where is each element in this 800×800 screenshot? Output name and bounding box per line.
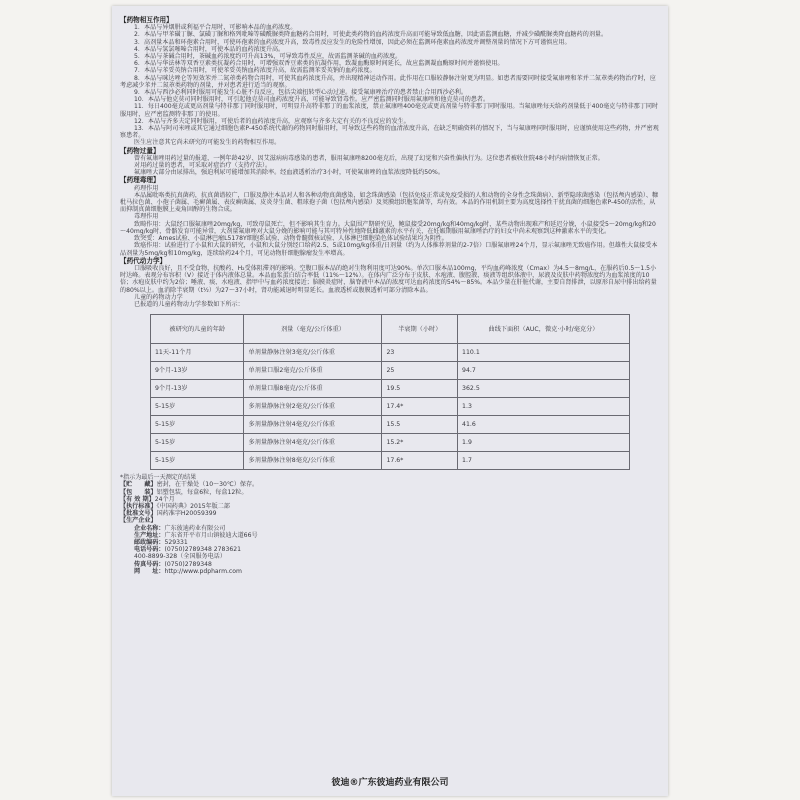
interaction-item: 2．本品与甲苯磺丁脲、氯磺丁脲和格列吡嗪等磺酰脲类降血糖药合用时，可使此类药物的血药浓度升高而可能导致低血糖，因此需监测血糖，并减少磺酰脲类降血糖药的剂量。 — [134, 31, 608, 39]
table-cell: 11天-11个月 — [151, 344, 244, 362]
table-row — [151, 434, 630, 452]
section-title-overdose: 【药物过量】 — [120, 146, 160, 155]
toxicology-paragraph: 本品属吡咯类抗真菌药，抗真菌谱较广，口服及静注本品对人和各种动物真菌感染，如念珠菌感染（包括免疫正常或免疫受损的人和动物的全身性念珠菌病）、新型隐球菌感染（包括颅内感染）、糠秕马拉色菌、小孢子菌属、毛癣菌属、表皮癣菌属、皮炎芽生菌、粗球孢子菌（包括颅内感染）及荚膜组织胞浆菌等，均有效。本品的作用机制主要为高度选择性干扰真菌的细胞色素P-450的活性，从而抑制真菌细胞膜上麦角固醇的生物合成。 — [120, 191, 659, 214]
manufacturer-row-label: 生产地址： — [134, 531, 165, 539]
info-row — [120, 496, 660, 503]
manufacturer-row-value: 529331 — [164, 538, 188, 546]
overdose-paragraph: 对用药过量的患者，可采取对症治疗（支持疗法）。 — [134, 162, 272, 170]
info-row-value: 密封，在干燥处（10～30℃）保存。 — [156, 481, 259, 489]
table-header-dose: 剂量（毫克/公斤体重） — [244, 315, 382, 344]
info-row-label: 【贮 藏】 — [120, 481, 157, 489]
info-row-label: 【有 效 期】 — [120, 495, 155, 503]
table-cell: 5-15岁 — [151, 452, 244, 470]
section-title-pk: 【药代动力学】 — [120, 256, 167, 265]
table-row — [151, 380, 630, 398]
manufacturer-row — [134, 568, 660, 575]
manufacturer-row-label: 邮政编码： — [134, 538, 165, 546]
table-cell: 15.2* — [382, 434, 458, 452]
table-cell: 1.7 — [458, 452, 630, 470]
table-cell: 9个月-13岁 — [151, 380, 244, 398]
product-info-section — [120, 481, 660, 524]
manufacturer-row-value: 广东省开平市月山镇彼迪大道66号 — [164, 531, 258, 539]
interaction-item: 10．本品与他克莫司同时服用时，可引起他克莫司血药浓度升高，可能导致肾毒性。应严密监测同时服用氟康唑和他克莫司的患者。 — [134, 96, 490, 104]
table-cell: 110.1 — [458, 344, 630, 362]
toxicology-paragraph: 药理作用 — [134, 184, 159, 192]
interactions-section — [120, 17, 660, 147]
table-cell: 多剂量静脉注射8毫克/公斤体重 — [244, 452, 382, 470]
manufacturer-row-value: 广东彼迪药业有限公司 — [164, 524, 226, 532]
table-cell: 19.5 — [382, 380, 458, 398]
table-cell: 5-15岁 — [151, 416, 244, 434]
table-row — [151, 416, 630, 434]
section-title-interactions: 【药物相互作用】 — [120, 16, 173, 24]
interaction-item: 3．高剂量本品和环孢素合用时，可使环孢素的血药浓度升高，致毒性反应发生的危险性增加，因此必须在监测环孢素血药浓度并调整剂量的情况下方可谨慎应用。 — [134, 38, 571, 46]
interaction-item: 9．本品与西沙必利同时服用可能发生心脏不良反应，包括尖端扭转型心动过速。接受氟康唑治疗的患者禁止合用西沙必利。 — [134, 89, 467, 97]
table-cell: 单剂量口服8毫克/公斤体重 — [244, 380, 382, 398]
interaction-item: 7．本品与苯妥英钠合用时，可使苯妥英钠血药浓度升高，故需监测苯妥英钠的血药浓度。 — [134, 67, 376, 75]
overdose-paragraph: 氟康唑大部分由尿排出，强迫利尿可能增加其消除率。经血液透析治疗3小时，可使氟康唑的血浆浓度降低约50%。 — [134, 169, 444, 177]
pk-section — [120, 258, 660, 482]
info-row-label: 【包 装】 — [120, 488, 157, 496]
interaction-item: 5．本品与茶碱合用时，茶碱血药浓度约可升高13%，可导致毒性反应，故需监测茶碱的血药浓度。 — [134, 53, 402, 61]
section-title-toxicology: 【药理毒理】 — [120, 176, 160, 185]
manufacturer-row-value: http://www.pdpharm.com — [164, 567, 242, 575]
table-cell: 5-15岁 — [151, 398, 244, 416]
manufacturer-row-label: 网 址： — [134, 567, 165, 575]
table-cell: 多剂量静脉注射4毫克/公斤体重 — [244, 434, 382, 452]
interaction-item: 12．本品与齐多夫定同时服用，可使后者的血药浓度升高，应观察与齐多夫定有关的不良反应的发生。 — [134, 117, 410, 125]
table-cell: 1.3 — [458, 398, 630, 416]
interaction-item: 4．本品与氢氯噻嗪合用时，可使本品的血药浓度升高。 — [134, 45, 285, 53]
interaction-item: 6．本品与华法林等双香豆素类抗凝药合用时，可增强双香豆素类的抗凝作用，致凝血酶原时间延长，故应监测凝血酶原时间并谨慎使用。 — [134, 60, 504, 68]
table-header-age: 被研究的儿童的年龄 — [151, 315, 244, 344]
info-row — [120, 517, 660, 524]
manufacturer-section — [134, 525, 660, 575]
table-cell: 17.4* — [382, 398, 458, 416]
table-cell: 多剂量静脉注射4毫克/公斤体重 — [244, 416, 382, 434]
interaction-item: 8．本品与咪达唑仑等短效苯并二氮䓬类药物合用时，可使其血药浓度升高，并出现精神运动作用。此作用在口服较静脉注射更为明显。如患者需要同时接受氟康唑和苯并二氮䓬类药物治疗时，应考虑减少苯并二氮䓬类药物的剂量，并对患者进行适当的观察。 — [120, 74, 656, 89]
info-row-value: 国药准字H20059399 — [156, 510, 217, 518]
toxicology-paragraph: 致畸作用：大鼠经口服氟康唑20mg/kg，可致母鼠死亡，但不影响其生育力。大鼠围产期研究见，鲍鼠接受20mg/kg和40mg/kg时，某些动物出现难产和延迟分娩，小鼠接受5～20mg/kg和20～40mg/kg时，骨骼发育可能异常，大剂量氟康唑对大鼠分娩的影响可能与其可特异性地降低雌激素的水平有关，在妊娠期服用氟康唑治疗的妇女中尚未观察到这种激素水平的变化。 — [120, 220, 656, 235]
table-cell: 362.5 — [458, 380, 630, 398]
info-row — [120, 481, 660, 488]
pk-paragraph: 儿童的药物动力学 — [134, 293, 183, 301]
table-footnote: *指示为最后一天测定的结果 — [120, 474, 197, 482]
info-row — [120, 489, 660, 496]
footer-brand: 彼迪®广东彼迪药业有限公司 — [331, 778, 449, 788]
interaction-item: 1．本品与异烟肼或利福平合用时，可影响本品的血药浓度。 — [134, 24, 297, 32]
interaction-item: 13．本品与阿司米唑或其它通过细胞色素P-450系统代谢的药物同时服用时，可导致这些药物的血清浓度升高，在缺乏明确资料的情况下，当与氟康唑同时服用时，应谨慎使用这些药物，并严密观察患者。 — [120, 125, 659, 140]
manufacturer-row-value: (0750)2789348 2783621 — [164, 546, 241, 554]
manufacturer-row-label: 电话号码： — [134, 546, 165, 554]
info-row-value: 铝塑包装，每盒6粒，每盒12粒。 — [156, 488, 248, 496]
toxicology-paragraph: 毒理作用 — [134, 213, 159, 221]
table-row — [151, 398, 630, 416]
table-cell: 单剂量静脉注射3毫克/公斤体重 — [244, 344, 382, 362]
pk-paragraph: 已报道的儿童药物动力学参数如下所示： — [134, 300, 244, 308]
overdose-paragraph: 曾有氟康唑用药过量的报道，一例年龄42岁、因艾滋病病毒感染的患者，服用氟康唑8200毫克后，出现了幻觉和兴奋性偏执行为。这位患者被收住院48小时内病情恢复正常。 — [134, 154, 604, 162]
manufacturer-row-label: 企业名称： — [134, 524, 165, 532]
interaction-item: 医生应注意其它尚未研究的可能发生的药物相互作用。 — [134, 139, 281, 147]
info-row-label: 【批准文号】 — [120, 510, 157, 518]
manufacturer-row — [134, 532, 660, 539]
toxicology-paragraph: 致突变：Ames试验、小鼠淋巴瘤L5178Y细胞系试验、动物骨髓微核试验、人体淋巴细胞染色体试验结果均为阴性。 — [134, 235, 448, 243]
table-row — [151, 452, 630, 470]
manufacturer-row — [134, 561, 660, 568]
table-cell: 23 — [382, 344, 458, 362]
table-cell: 1.9 — [458, 434, 630, 452]
table-cell: 多剂量静脉注射2毫克/公斤体重 — [244, 398, 382, 416]
table-cell: 单剂量口服2毫克/公斤体重 — [244, 362, 382, 380]
manufacturer-row-value: 400-8899-328（全国服务电话） — [134, 553, 226, 561]
table-cell: 15.5 — [382, 416, 458, 434]
pk-paragraph: 口服吸收良好，且不受食物、抗酸药、H₂受体阻滞剂的影响。空腹口服本品的绝对生物利用度可达90%。单次口服本品100mg，平均血药峰浓度（Cmax）为4.5～8mg/L，在服药后0.5～1.5小时达峰。表观分布容积（V）接近于体内液体总量。本品血浆蛋白结合率低（11%～12%）。在体内广泛分布于皮肤、水疱液、腹腔液、痰液等组织体液中，尿液及皮肤中药物浓度约为血浆浓度的10倍；水疱皮肤中约为2倍；唾液、痰、水疱液、指甲中与血药浓度接近；脑膜炎症时，脑脊液中本品的浓度可达血药浓度的54%～85%。本品少量在肝脏代谢，主要自肾排泄，以原形自尿中排出给药量的80%以上。血消除半衰期（t½）为27～37小时，肾功能减退时明显延长。血液透析或腹膜透析可部分清除本品。 — [120, 264, 657, 294]
leaflet-content — [120, 16, 660, 575]
table-cell: 41.6 — [458, 416, 630, 434]
toxicology-section — [120, 177, 660, 256]
overdose-section — [120, 148, 660, 177]
table-row — [151, 362, 630, 380]
toxicology-paragraph: 致癌作用：试验进行了小鼠和大鼠的研究，小鼠和大鼠分别经口给药2.5、5或10mg/kg体重/日剂量（约为人体推荐剂量的2-7倍）口服氟康唑24个月，显示氟康唑无致癌作用。但雄性大鼠接受本品剂量为5mg/kg和10mg/kg，连续给药24个月，可见动物肝细胞腺瘤发生率增高。 — [120, 242, 658, 257]
table-cell: 5-15岁 — [151, 434, 244, 452]
pediatric-pk-table — [150, 314, 630, 470]
manufacturer-row — [134, 553, 660, 560]
info-row-label: 【生产企业】 — [120, 517, 157, 525]
table-cell: 94.7 — [458, 362, 630, 380]
table-cell: 17.6* — [382, 452, 458, 470]
table-cell: 25 — [382, 362, 458, 380]
table-cell: 9个月-13岁 — [151, 362, 244, 380]
info-row-value: 24个月 — [154, 495, 175, 503]
interaction-item: 11．每日400毫克或更高剂量与特非那丁同时服用时，可明显升高特非那丁的血浆浓度，禁止氟康唑400毫克或更高剂量与特非那丁同时服用。当氟康唑每天给药剂量低于400毫克与特非那丁同时服用时，应严密监测特非那丁的使用。 — [120, 103, 659, 118]
table-row — [151, 344, 630, 362]
table-header-auc: 曲线下面积（AUC，微克·小时/毫克分） — [458, 315, 630, 344]
table-header-row — [151, 315, 630, 344]
table-header-halflife: 半衰期（小时） — [382, 315, 458, 344]
info-row-label: 【执行标准】 — [120, 502, 157, 510]
leaflet-sheet — [112, 6, 668, 796]
info-row — [120, 510, 660, 517]
manufacturer-row-value: (0750)2789348 — [164, 560, 212, 568]
manufacturer-row-label: 传真号码： — [134, 560, 165, 568]
manufacturer-row — [134, 525, 660, 532]
info-row-value: 《中国药典》2015年版二部 — [156, 502, 230, 510]
